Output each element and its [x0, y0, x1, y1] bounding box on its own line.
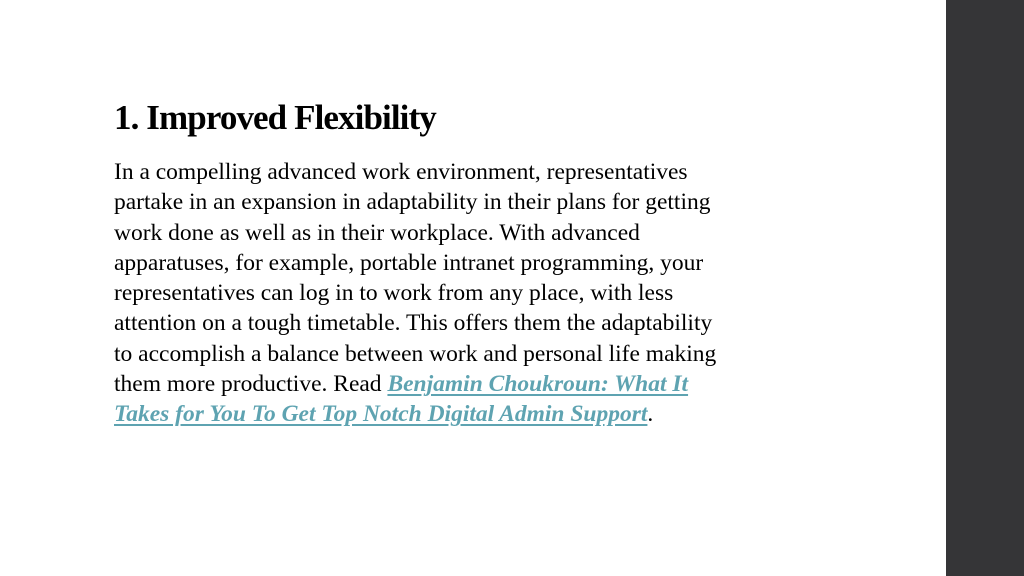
paragraph-line: In a compelling advanced work environment, representatives	[114, 159, 688, 185]
side-accent-bar	[946, 0, 1024, 576]
article-link-continued[interactable]: Takes for You To Get Top Notch Digital Admin Support	[114, 401, 648, 428]
paragraph-line: work done as well as in their workplace. With advanced	[114, 219, 640, 246]
paragraph-line: apparatuses, for example, portable intranet programming, your	[114, 249, 704, 276]
paragraph-line-with-link	[114, 369, 814, 399]
paragraph-line: partake in an expansion in adaptability in their plans for getting	[114, 189, 711, 216]
period-text: .	[647, 401, 654, 428]
article-link[interactable]: Benjamin Choukroun: What It	[387, 371, 689, 398]
paragraph-line: to accomplish a balance between work and personal life making	[114, 340, 717, 367]
paragraph-line: representatives can log in to work from any place, with less	[114, 280, 674, 307]
read-prefix-text: them more productive. Read	[114, 371, 388, 398]
body-paragraph	[114, 157, 814, 430]
paragraph-line-with-link	[114, 399, 814, 429]
slide-heading: 1. Improved Flexibility	[114, 98, 436, 137]
paragraph-line: attention on a tough timetable. This offers them the adaptability	[114, 310, 713, 337]
